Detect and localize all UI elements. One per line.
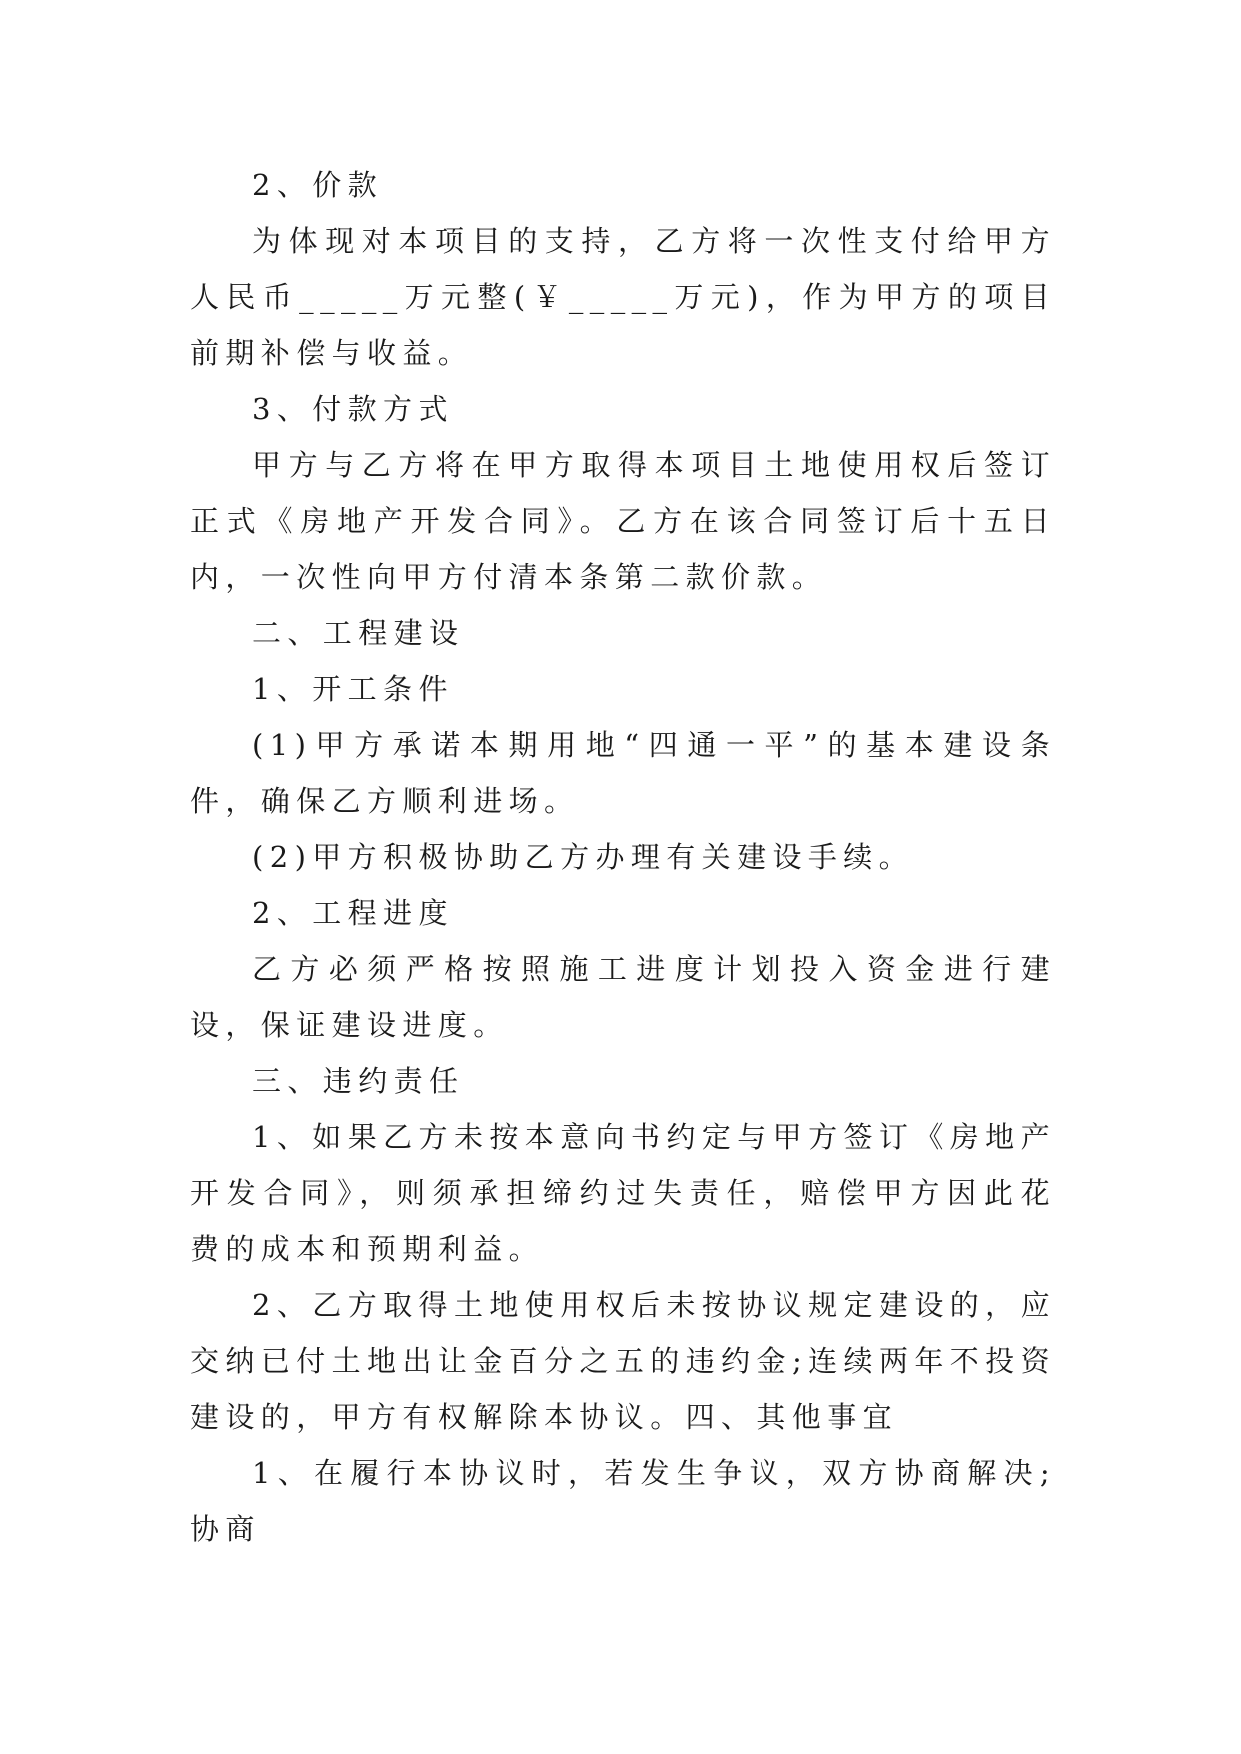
paragraph-condition-2: (2)甲方积极协助乙方办理有关建设手续。 [252,840,915,874]
section-heading-progress: 2、工程进度 [252,896,454,930]
document-body [190,157,1056,1557]
paragraph-other-1: 1、在履行本协议时，若发生争议，双方协商解决;协商 [190,1456,1056,1546]
paragraph-liability-2: 2、乙方取得土地使用权后未按协议规定建设的，应交纳已付土地出让金百分之五的违约金;连续两年不投资建设的，甲方有权解除本协议。四、其他事宜 [190,1288,1056,1434]
paragraph-condition-1: (1)甲方承诺本期用地“四通一平”的基本建设条件，确保乙方顺利进场。 [190,728,1056,818]
section-heading-price: 2、价款 [252,168,384,202]
chapter-heading-construction: 二、工程建设 [252,616,465,650]
chapter-heading-liability: 三、违约责任 [252,1064,465,1098]
paragraph-liability-1: 1、如果乙方未按本意向书约定与甲方签订《房地产开发合同》，则须承担缔约过失责任，赔偿甲方因此花费的成本和预期利益。 [190,1120,1056,1266]
paragraph-payment-terms: 甲方与乙方将在甲方取得本项目土地使用权后签订正式《房地产开发合同》。乙方在该合同签订后十五日内，一次性向甲方付清本条第二款价款。 [190,448,1056,594]
paragraph-price-amount: 为体现对本项目的支持，乙方将一次性支付给甲方人民币_____万元整(￥_____万元)，作为甲方的项目前期补偿与收益。 [190,224,1056,370]
section-heading-start-conditions: 1、开工条件 [252,672,454,706]
section-heading-payment-method: 3、付款方式 [252,392,454,426]
paragraph-progress: 乙方必须严格按照施工进度计划投入资金进行建设，保证建设进度。 [190,952,1056,1042]
